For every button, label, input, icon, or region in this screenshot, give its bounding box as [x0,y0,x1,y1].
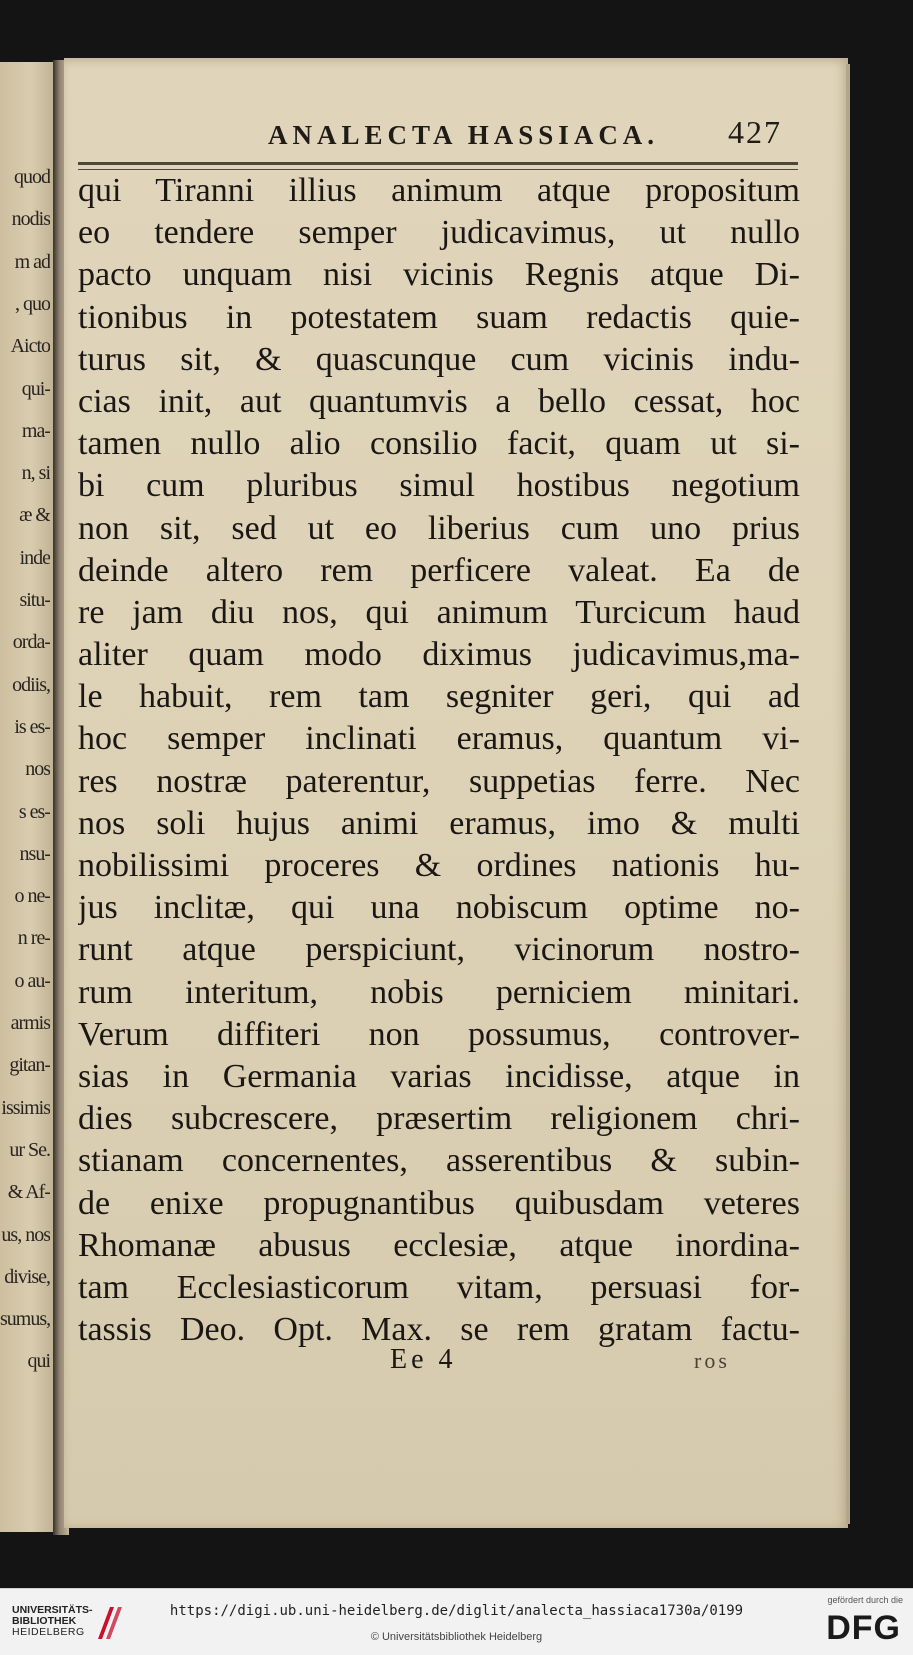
text-line: tionibus in potestatem suam redactis quie- [78,298,800,336]
page-number: 427 [728,114,782,150]
facing-page-fragment: nos [25,758,50,781]
library-name-line1: UNIVERSITÄTS- [12,1604,93,1616]
text-line: bi cum pluribus simul hostibus negotium [78,467,800,505]
library-name-line3: HEIDELBERG [12,1626,85,1638]
facing-page-fragment: m ad [14,250,50,273]
facing-page-fragment: nodis [11,208,50,231]
text-line: Verum diffiteri non possumus, controver- [78,1015,800,1053]
text-line: non sit, sed ut eo liberius cum uno prius [78,509,800,547]
facing-page-fragment: issimis [1,1096,50,1119]
facing-page-fragment: qui- [21,377,50,400]
facing-page-fragment: o au- [14,969,50,992]
facing-page-fragment: orda- [12,631,50,654]
text-line: stianam concernentes, asserentibus & subin- [78,1142,800,1180]
facing-page-fragment: & Af- [7,1181,50,1204]
text-line: le habuit, rem tam segniter geri, qui ad [78,678,800,716]
text-line: tassis Deo. Opt. Max. se rem gratam factu- [78,1311,800,1349]
facing-page-fragment: , quo [15,292,50,315]
facing-page-fragment: o ne- [14,885,50,908]
text-line: nobilissimi proceres & ordines nationis hu- [78,847,800,884]
facing-page-fragment: n re- [17,927,50,950]
facing-page-fragment: ma- [21,419,50,442]
facing-page-fragment: us, nos [1,1223,50,1246]
text-line: Rhomanæ abusus ecclesiæ, atque inordina- [78,1226,800,1264]
facing-page-fragment: is es- [14,715,50,738]
catchword: ros [694,1348,730,1373]
text-line: eo tendere semper judicavimus, ut nullo [78,214,800,252]
facing-page-fragment: nsu- [19,842,50,865]
text-line: dies subcrescere, præsertim religionem chri- [78,1100,800,1138]
facing-page-fragment: odiis, [12,673,50,696]
signature-mark: Ee 4 [390,1344,457,1375]
text-line: turus sit, & quascunque cum vicinis indu- [78,340,800,378]
text-line: jus inclitæ, qui una nobiscum optime no- [78,889,800,927]
facing-page-fragment: qui [27,1350,50,1373]
text-line: sias in Germania varias incidisse, atque in [78,1057,800,1095]
facing-page-fragment: armis [10,1012,50,1034]
text-line: pacto unquam nisi vicinis Regnis atque Di- [78,256,800,294]
permalink-url[interactable]: https://digi.ub.uni-heidelberg.de/diglit/analecta_hassiaca1730a/0199 [169,1603,744,1619]
facing-page-fragment: divise, [4,1265,50,1288]
text-line: cias init, aut quantumvis a bello cessat, hoc [78,382,800,420]
text-line: qui Tiranni illius animum atque propositum [78,172,800,209]
funder-caption: gefördert durch die [827,1595,903,1605]
facing-page-fragment: gitan- [9,1054,50,1077]
facing-page-fragment: sumus, [0,1308,50,1331]
text-line: hoc semper inclinati eramus, quantum vi- [78,720,800,758]
text-line: res nostræ paterentur, suppetias ferre. Nec [78,762,800,800]
facing-page-fragment: n, si [21,462,50,485]
running-head-title: ANALECTA HASSIACA. [268,120,660,150]
text-line: tamen nullo alio consilio facit, quam ut si- [78,425,800,463]
facing-page-edge [0,62,56,1532]
dfg-logo[interactable]: DFG [826,1609,901,1647]
facing-page-fragment: Aicto [10,335,50,358]
running-head [200,110,800,160]
facing-page-fragment: s es- [18,800,50,823]
book-page [64,58,848,1528]
text-line: re jam diu nos, qui animum Turcicum haud [78,593,800,631]
body-text [78,170,800,1351]
text-line: tam Ecclesiasticorum vitam, persuasi for- [78,1268,800,1306]
header-rule [78,162,798,170]
facing-page-fragment: quod [14,166,50,188]
library-name-line2: BIBLIOTHEK [12,1615,77,1627]
text-line: nos soli hujus animi eramus, imo & multi [78,804,800,842]
facing-page-fragment: situ- [19,589,50,611]
text-line: aliter quam modo diximus judicavimus,ma- [78,636,800,674]
facing-page-fragment: inde [19,546,50,569]
text-line: deinde altero rem perficere valeat. Ea de [78,551,800,589]
text-line: de enixe propugnantibus quibusdam veteres [78,1184,800,1222]
copyright-notice: © Universitätsbibliothek Heidelberg [370,1631,543,1643]
text-line: runt atque perspiciunt, vicinorum nostro- [78,931,800,969]
page-edge-shadow [846,64,850,1524]
facing-page-fragment: æ & [19,504,50,527]
facing-page-fragment: ur Se. [9,1138,50,1161]
viewer-footer [0,1588,913,1655]
text-line: rum interitum, nobis perniciem minitari. [78,973,800,1011]
